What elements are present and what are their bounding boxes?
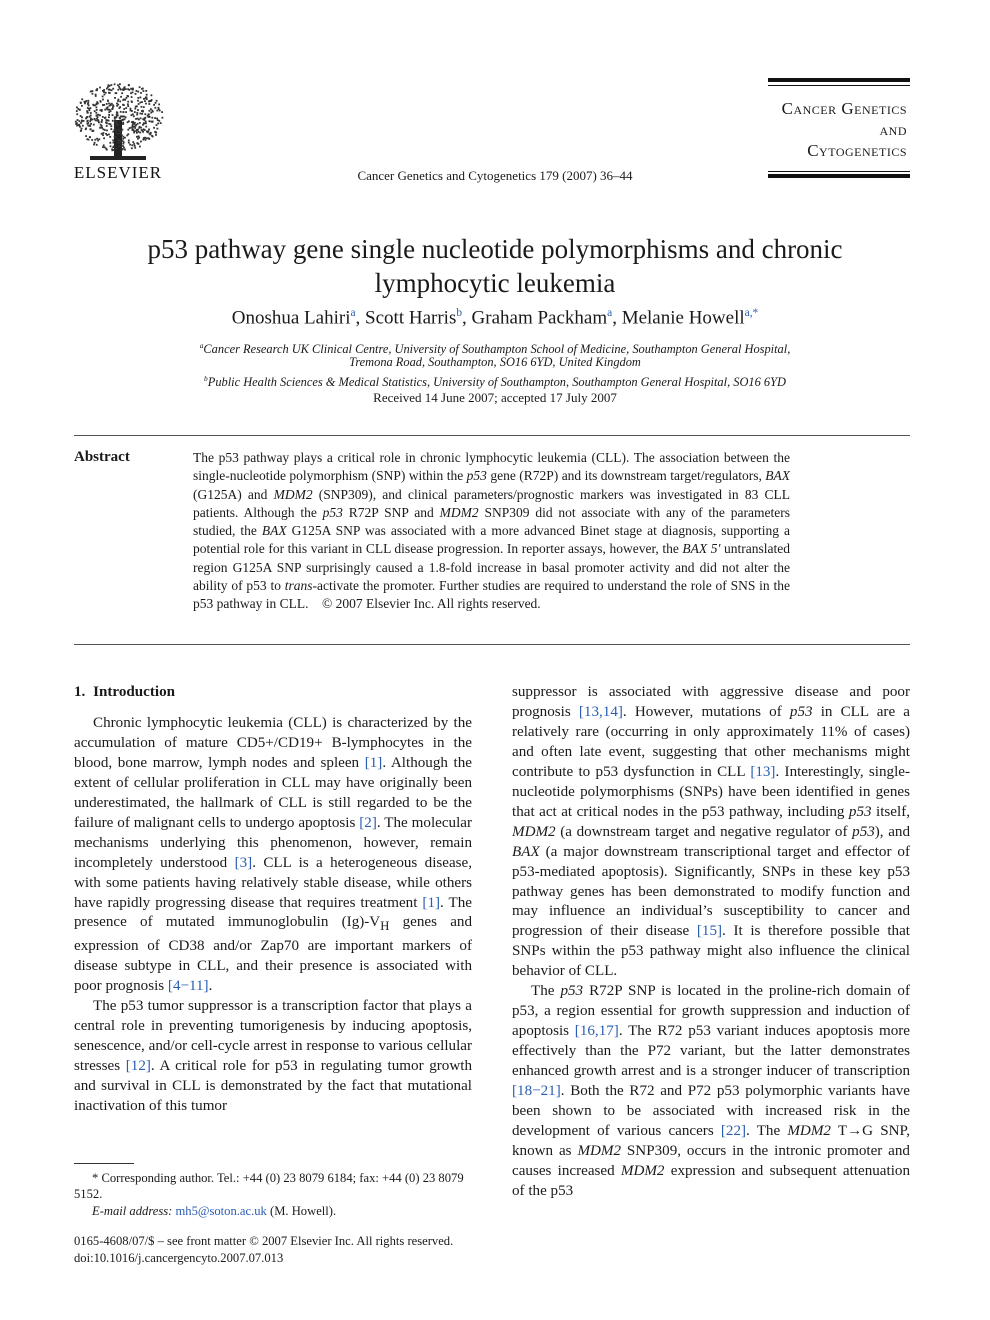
author-name: Graham Packham xyxy=(471,307,608,329)
brand-line-1: Cancer Genetics xyxy=(781,99,907,118)
email-link[interactable]: mh5@soton.ac.uk xyxy=(175,1203,267,1218)
author-name: Onoshua Lahiri xyxy=(231,307,351,329)
affiliation-text: Tremona Road, Southampton, SO16 6YD, United Kingdom xyxy=(349,355,641,369)
brand-line-3: Cytogenetics xyxy=(807,141,907,160)
elsevier-logo xyxy=(70,80,166,180)
citation-link[interactable]: [1] xyxy=(422,894,441,911)
citation-link[interactable]: [16,17] xyxy=(574,1023,619,1040)
citation-link[interactable]: [13] xyxy=(750,763,776,780)
citation-link[interactable]: [12] xyxy=(125,1058,151,1075)
affiliation-text: Cancer Research UK Clinical Centre, University of Southampton School of Medicine, Southampton General Hospital, xyxy=(203,342,791,357)
citation-link[interactable]: [2] xyxy=(359,814,377,831)
doi-line[interactable]: doi:10.1016/j.cancergencyto.2007.07.013 xyxy=(74,1250,284,1265)
citation-link[interactable]: [4−11] xyxy=(167,978,209,995)
citation-link[interactable]: [1] xyxy=(364,754,383,771)
paragraph: Chronic lymphocytic leukemia (CLL) is characterized by the accumulation of mature CD5+/CD19+ B-lymphocytes in the blood, bone marrow, lymph nodes and spleen [1]. Although the extent of cellular proliferation in CLL may have originally been underestimated, the hallmark of CLL is still regarded to be the failure of malignant cells to undergo apoptosis [2]. The molecular mechanisms underlying this phenomenon, however, remain incompletely understood [3]. CLL is a heterogeneous disease, with some patients having relatively stable disease, while others have rapidly progressing disease that requires treatment [1]. The presence of mutated immunoglobulin $(Ig)-V_H$ genes and expression of CD38 and/or Zap70 are important markers of disease subtype in CLL, and their presence is associated with poor prognosis [4−11]. xyxy=(74,714,473,995)
footnote-rule xyxy=(74,1163,134,1164)
paragraph: The p53 R72P SNP is located in the proline-rich domain of p53, a region essential for growth suppression and induction of apoptosis [16,17]. The R72 p53 variant induces apoptosis more effectively than the P72 variant, but the latter demonstrates enhanced growth arrest and is a stronger inducer of transcription [18−21]. Both the R72 and P72 p53 polymorphic variants have been shown to be associated with increased risk in the development of various cancers [22]. The MDM2 T→G SNP, known as MDM2 SNP309, occurs in the intronic promoter and causes increased MDM2 expression and subsequent attenuation of the p53 xyxy=(512,983,911,1199)
author-list: Onoshua Lahiri$^a$, Scott Harris$^b$, Graham Packham$^a$, Melanie Howell$^{a,*}$ xyxy=(231,307,759,329)
left-column xyxy=(74,683,472,1117)
citation-link[interactable]: [22] xyxy=(720,1122,747,1139)
abstract-text: The p53 pathway plays a critical role in chronic lymphocytic leukemia (CLL). The association between the single-nucleotide polymorphism (SNP) within the p53 gene (R72P) and its downstream target/regulators, BAX (G125A) and MDM2 (SNP309), and clinical parameters/prognostic markers was investigated in 83 CLL patients. Although the p53 R72P SNP and MDM2 SNP309 did not associate with any of the parameters studied, the BAX G125A SNP was associated with a more advanced Binet stage at diagnosis, supporting a potential role for this variant in CLL disease progression. In reporter assays, however, the BAX 5′ untranslated region G125A SNP surprisingly caused a 1.8-fold increase in basal promoter activity and did not alter the ability of p53 to trans-activate the promoter. Further studies are required to understand the role of SNS in the p53 pathway in CLL. © 2007 Elsevier Inc. All rights reserved. xyxy=(193,450,791,612)
publisher-name: ELSEVIER xyxy=(73,163,163,182)
affiliation-mark: b xyxy=(204,374,208,383)
citation-link[interactable]: [18−21] xyxy=(512,1083,561,1100)
author-affiliation-mark[interactable]: a xyxy=(607,307,613,319)
paragraph: suppressor is associated with aggressive disease and poor prognosis [13,14]. However, mutations of p53 in CLL are a relatively rare (occurring in only approximately 11% of cases) and often late event, suggesting that other mechanisms might contribute to p53 dysfunction in CLL [13]. Interestingly, single-nucleotide polymorphisms (SNPs) have been identified in genes that act at critical nodes in the p53 pathway, including p53 itself, MDM2 (a downstream target and negative regulator of p53), and BAX (a major downstream transcriptional target and effector of p53-mediated apoptosis). Significantly, SNPs in these key p53 pathway genes has been demonstrated to modify function and may influence an individual’s susceptibility to cancer and progression of their disease [15]. It is therefore possible that SNPs within the p53 pathway might also influence the clinical behavior of CLL. xyxy=(512,684,911,980)
author-name: Melanie Howell xyxy=(621,307,745,329)
page-footer xyxy=(74,1233,504,1266)
journal-brand xyxy=(768,78,910,178)
author-affiliation-mark[interactable]: b xyxy=(456,307,463,319)
affiliation-a-cont xyxy=(0,354,990,371)
abstract-heading: Abstract xyxy=(74,449,130,465)
footnotes xyxy=(74,1170,472,1219)
received-dates: Received 14 June 2007; accepted 17 July 2007 xyxy=(373,390,617,405)
divider xyxy=(74,435,910,436)
author-affiliation-mark[interactable]: a xyxy=(350,307,356,319)
author-affiliation-mark[interactable]: a,* xyxy=(744,307,759,319)
corresponding-author-note: * Corresponding author. Tel.: +44 (0) 23 8079 6184; fax: +44 (0) 23 8079 5152. xyxy=(74,1171,464,1202)
citation-link[interactable]: [15] xyxy=(696,923,723,940)
brand-line-2: and xyxy=(879,120,907,139)
elsevier-tree-icon xyxy=(70,80,166,162)
section-heading: 1. Introduction xyxy=(74,684,176,700)
affiliation-text: Public Health Sciences & Medical Statistics, University of Southampton, Southampton General Hospital, SO16 6YD xyxy=(207,375,786,390)
article-title: p53 pathway gene single nucleotide polymorphisms and chronic lymphocytic leukemia xyxy=(147,234,843,298)
copyright: © 2007 Elsevier Inc. All rights reserved. xyxy=(321,596,541,612)
affiliation-mark: a xyxy=(199,341,204,350)
citation-link[interactable]: [3] xyxy=(234,854,253,871)
paragraph: The p53 tumor suppressor is a transcription factor that plays a central role in preventing tumorigenesis by inducing apoptosis, senescence, and/or cell-cycle arrest in response to various cellular stresses [12]. A critical role for p53 in regulating tumor growth and survival in CLL is demonstrated by the fact that mutational inactivation of this tumor xyxy=(74,998,472,1115)
issn-line: 0165-4608/07/$ – see front matter © 2007 Elsevier Inc. All rights reserved. xyxy=(74,1234,454,1248)
author-name: Scott Harris xyxy=(365,307,457,329)
affiliation-b xyxy=(0,371,990,391)
email-note: E-mail address: mh5@soton.ac.uk (M. Howell). xyxy=(92,1203,337,1218)
right-column xyxy=(512,683,910,1202)
journal-citation: Cancer Genetics and Cytogenetics 179 (2007) 36–44 xyxy=(357,168,633,183)
divider xyxy=(74,644,910,645)
citation-link[interactable]: [13,14] xyxy=(578,703,623,720)
